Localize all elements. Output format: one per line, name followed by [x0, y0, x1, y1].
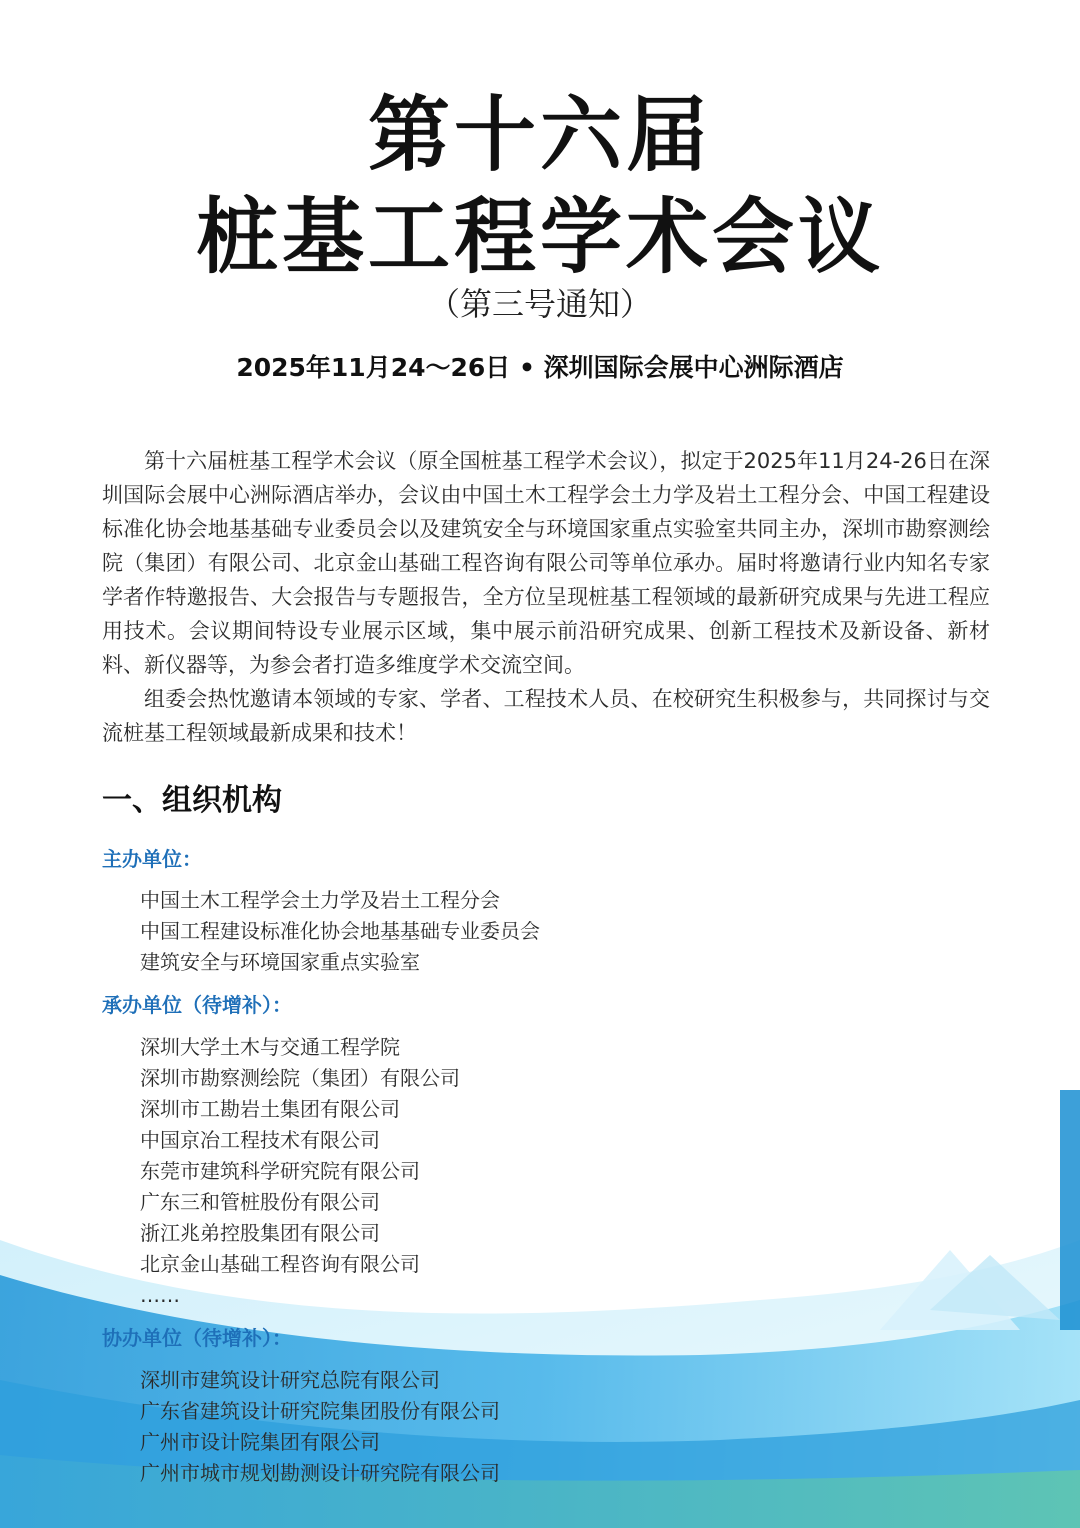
date-venue-line: 2025年11月24～26日 • 深圳国际会展中心洲际酒店: [236, 353, 844, 382]
organizer-label: 承办单位（待增补）：: [102, 993, 292, 1017]
title-line-2: 桩基工程学术会议: [195, 190, 884, 285]
title-line-1: 第十六届: [367, 88, 712, 183]
intro-paragraph-2: 组委会热忱邀请本领域的专家、学者、工程技术人员、在校研究生积极参与，共同探讨与交流桩基工程领域最新成果和技术！: [102, 687, 990, 745]
list-item: 建筑安全与环境国家重点实验室: [140, 950, 420, 974]
list-item: 广东省建筑设计研究院集团股份有限公司: [140, 1399, 500, 1423]
list-item-ellipsis: ……: [140, 1283, 180, 1307]
coorganizer-label: 协办单位（待增补）：: [102, 1326, 292, 1350]
list-item: 中国京冶工程技术有限公司: [140, 1128, 380, 1152]
list-item: 深圳大学土木与交通工程学院: [140, 1035, 400, 1059]
list-item: 广州市设计院集团有限公司: [140, 1430, 380, 1454]
list-item: 东莞市建筑科学研究院有限公司: [140, 1159, 420, 1183]
organizer-list: [140, 1032, 460, 1311]
list-item: 中国土木工程学会土力学及岩土工程分会: [140, 888, 500, 912]
intro-paragraph-1: 第十六届桩基工程学术会议（原全国桩基工程学术会议），拟定于2025年11月24-26日在深圳国际会展中心洲际酒店举办，会议由中国土木工程学会土力学及岩土工程分会、中国工程建设标准化协会地基基础专业委员会以及建筑安全与环境国家重点实验室共同主办，深圳市勘察测绘院（集团）有限公司、北京金山基础工程咨询有限公司等单位承办。届时将邀请行业内知名专家学者作特邀报告、大会报告与专题报告，全方位呈现桩基工程领域的最新研究成果与先进工程应用技术。会议期间特设专业展示区域，集中展示前沿研究成果、创新工程技术及新设备、新材料、新仪器等，为参会者打造多维度学术交流空间。: [102, 449, 990, 677]
host-label: 主办单位：: [102, 847, 202, 871]
list-item: 北京金山基础工程咨询有限公司: [140, 1252, 420, 1276]
list-item: 广东三和管桩股份有限公司: [140, 1190, 380, 1214]
coorganizer-list: [140, 1365, 500, 1489]
list-item: 广州市城市规划勘测设计研究院有限公司: [140, 1461, 500, 1485]
list-item: 中国工程建设标准化协会地基基础专业委员会: [140, 919, 540, 943]
list-item: 深圳市建筑设计研究总院有限公司: [140, 1368, 440, 1392]
notice-subtitle: （第三号通知）: [427, 285, 652, 323]
host-list: [140, 885, 540, 978]
list-item: 深圳市勘察测绘院（集团）有限公司: [140, 1066, 460, 1090]
section-title-organization: 一、组织机构: [102, 783, 282, 818]
list-item: 深圳市工勘岩土集团有限公司: [140, 1097, 400, 1121]
list-item: 浙江兆弟控股集团有限公司: [140, 1221, 380, 1245]
